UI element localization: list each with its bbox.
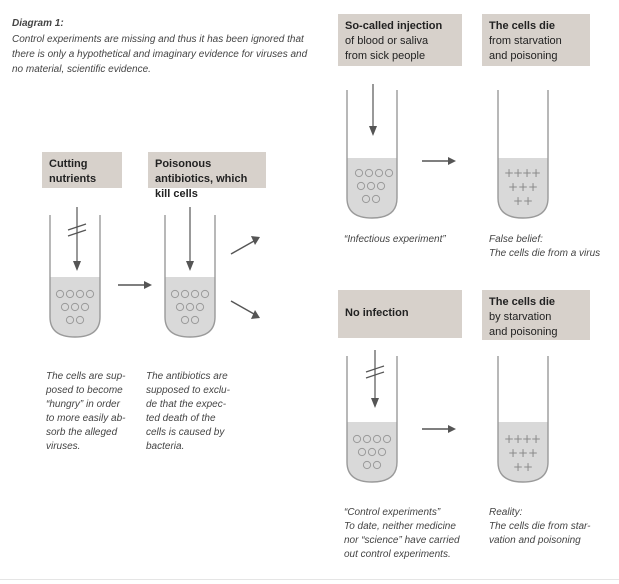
label-box-cells-die-bottom-line: by starvation bbox=[489, 311, 552, 323]
caption-reality bbox=[489, 506, 614, 548]
label-box-cells-die-top-title: The cells die bbox=[489, 20, 556, 32]
caption-line: False belief: bbox=[489, 234, 543, 245]
label-box-injection-title: So-called injection bbox=[345, 20, 443, 32]
caption-line: The cells are sup- bbox=[46, 371, 126, 382]
caption-line: To date, neither medicine bbox=[344, 521, 456, 532]
caption-line: The antibiotics are bbox=[146, 371, 228, 382]
label-box-injection bbox=[338, 14, 462, 66]
label-box-cells-die-bottom bbox=[482, 290, 590, 340]
label-box-cells-die-bottom-title: The cells die bbox=[489, 296, 556, 308]
caption-line: bacteria. bbox=[146, 441, 185, 452]
test-tube-infection bbox=[337, 82, 407, 222]
arrow-head-tube-3 bbox=[369, 126, 377, 136]
arrow-head-tube-5 bbox=[371, 398, 379, 408]
caption-line: out control experiments. bbox=[344, 549, 451, 560]
label-box-antibiotics-text: Poisonous antibiotics, which kill cells bbox=[155, 158, 248, 200]
caption-line: The cells die from a virus bbox=[489, 248, 601, 259]
svg-text:+: + bbox=[507, 446, 519, 460]
tube-liquid-2 bbox=[165, 277, 215, 337]
svg-text:+: + bbox=[503, 432, 515, 446]
arrow-diagonal-down bbox=[228, 296, 268, 326]
caption-false-belief bbox=[489, 233, 614, 261]
svg-text:+: + bbox=[522, 460, 534, 474]
label-box-cells-die-top-line: from starvation bbox=[489, 35, 562, 47]
arrow-diagonal-up bbox=[228, 230, 268, 260]
arrow-head-tube-2 bbox=[186, 261, 194, 271]
label-box-cells-die-bottom-line: and poisoning bbox=[489, 326, 558, 338]
caption-line: “hungry” in order bbox=[46, 399, 120, 410]
caption-line: viruses. bbox=[46, 441, 81, 452]
svg-text:+: + bbox=[527, 180, 539, 194]
caption-line: “Control experiments” bbox=[344, 507, 441, 518]
label-box-cells-die-top-line: and poisoning bbox=[489, 50, 558, 62]
svg-text:+: + bbox=[512, 166, 524, 180]
svg-text:+: + bbox=[507, 180, 519, 194]
svg-text:+: + bbox=[522, 194, 534, 208]
caption-line: The cells die from star- bbox=[489, 521, 591, 532]
svg-text:+: + bbox=[521, 166, 533, 180]
arrow-head-tube-1 bbox=[73, 261, 81, 271]
svg-text:+: + bbox=[521, 432, 533, 446]
svg-text:+: + bbox=[517, 446, 529, 460]
arrow-right-left bbox=[116, 278, 156, 292]
caption-line: sorb the alleged bbox=[46, 427, 118, 438]
caption-line: Reality: bbox=[489, 507, 523, 518]
svg-text:+: + bbox=[530, 432, 542, 446]
tube-liquid-3 bbox=[347, 158, 397, 218]
caption-line: ted death of the bbox=[146, 413, 216, 424]
caption-line: vation and poisoning bbox=[489, 535, 581, 546]
test-tube-dead-bottom bbox=[488, 348, 558, 488]
caption-line: cells is caused by bbox=[146, 427, 225, 438]
diagram-intro: Control experiments are missing and thus it has been ignored that there is only a hypothetical and imaginary evidence for viruses and no material, scientific evidence. bbox=[12, 34, 308, 75]
arrow-right-top bbox=[420, 154, 460, 168]
caption-line: posed to become bbox=[46, 385, 123, 396]
caption-line: de that the expec- bbox=[146, 399, 227, 410]
caption-infectious-experiment: “Infectious experiment” bbox=[344, 234, 446, 245]
tube-liquid-5 bbox=[347, 422, 397, 482]
tube-liquid-1 bbox=[50, 277, 100, 337]
diagram-label: Diagram 1: bbox=[12, 18, 64, 29]
caption-line: to more easily ab- bbox=[46, 413, 126, 424]
label-box-injection-line: of blood or saliva bbox=[345, 35, 429, 47]
bottom-divider bbox=[0, 579, 619, 580]
label-box-cutting-nutrients-text: Cutting nutrients bbox=[49, 158, 97, 185]
arrow-right-bottom bbox=[420, 422, 460, 436]
test-tube-control bbox=[337, 348, 407, 488]
svg-text:+: + bbox=[512, 194, 524, 208]
caption-line: supposed to exclu- bbox=[146, 385, 230, 396]
svg-text:+: + bbox=[527, 446, 539, 460]
caption-control-experiments bbox=[344, 506, 484, 562]
label-box-no-infection-text: No infection bbox=[345, 307, 409, 319]
label-box-no-infection bbox=[338, 290, 462, 338]
svg-text:+: + bbox=[517, 180, 529, 194]
label-box-cells-die-top bbox=[482, 14, 590, 66]
label-box-injection-line: from sick people bbox=[345, 50, 426, 62]
svg-text:+: + bbox=[503, 166, 515, 180]
test-tube-dead-top bbox=[488, 82, 558, 222]
caption-line: nor “science” have carried bbox=[344, 535, 460, 546]
svg-text:+: + bbox=[530, 166, 542, 180]
label-box-antibiotics bbox=[148, 152, 266, 200]
test-tube-antibiotics bbox=[155, 205, 225, 345]
label-box-cutting-nutrients bbox=[42, 152, 122, 188]
caption-cutting-nutrients bbox=[46, 370, 130, 454]
svg-text:+: + bbox=[512, 460, 524, 474]
caption-antibiotics bbox=[146, 370, 234, 454]
test-tube-cutting bbox=[40, 205, 110, 345]
svg-text:+: + bbox=[512, 432, 524, 446]
